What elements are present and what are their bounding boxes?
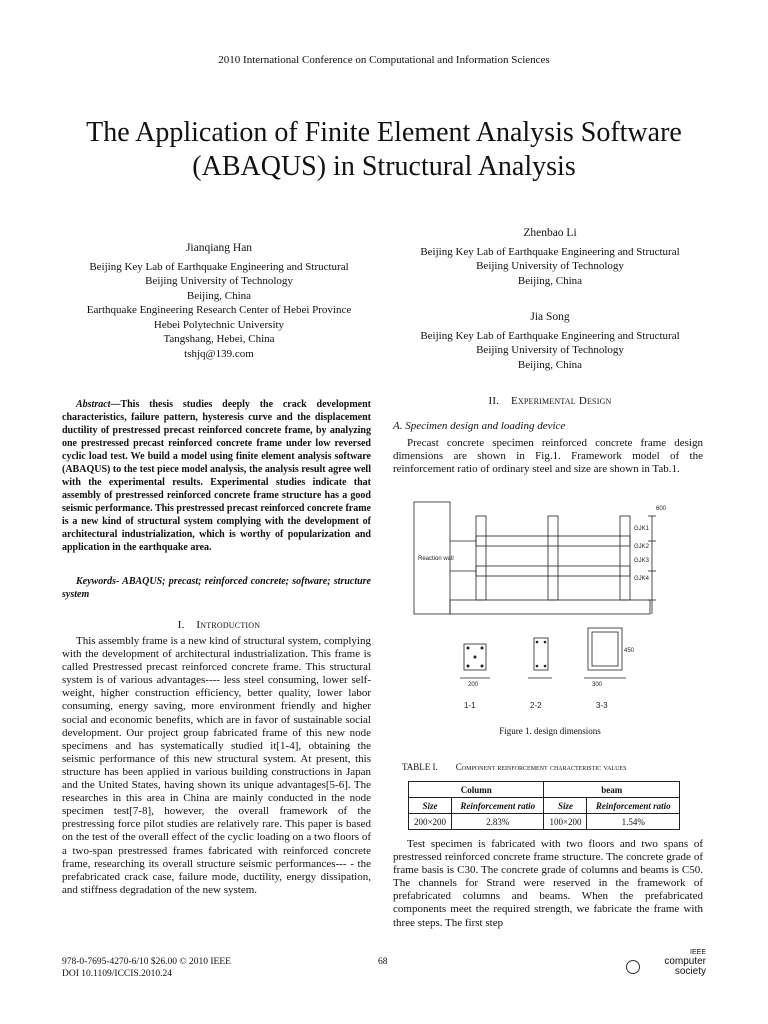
figure-1-caption: Figure 1. design dimensions xyxy=(499,726,601,736)
ieee-computer-society-logo xyxy=(626,948,706,984)
author-block-3 xyxy=(393,310,707,372)
affiliation-line: Beijing Key Lab of Earthquake Engineering and Structural xyxy=(420,329,680,342)
table-header-cell: Size xyxy=(544,798,587,814)
logo-text-line: computer xyxy=(664,956,706,967)
abstract-dash: — xyxy=(110,399,121,410)
table-cell: 1.54% xyxy=(587,814,680,830)
globe-icon xyxy=(626,960,640,974)
affiliation-line: Beijing University of Technology xyxy=(145,275,293,287)
abstract-text: This thesis studies deeply the crack development characteristics, failure pattern, hysteresis curve and the displacement ductility of prestressed precast reinforced concrete frame, by analyzing one prestressed precast reinforced concrete frame under low reversed cyclic load test. We build a model using finite element analysis software (ABAQUS) to the test piece model analysis, the analysis result agree well with the experimental results. Experimental studies indicate that assembly of prestressed reinforced concrete frame structure has a good seismic performance. This prestressed precast reinforced concrete frame is a new kind of structural system complying with the development of architectural industrialization, which is worthy of popularization and application in the earthquake area. xyxy=(62,399,371,553)
reaction-wall-label: Reaction wall xyxy=(418,556,454,562)
experimental-paragraph-1: Precast concrete specimen reinforced concrete frame design dimensions are shown in Fig.1. Framework model of the reinforcement ratio of ordinary steel and size are shown in Tab.1. xyxy=(393,437,703,476)
logo-text-line: IEEE xyxy=(690,949,706,956)
gjk-label: GJK2 xyxy=(634,544,650,550)
abstract-label: Abstract xyxy=(76,399,111,410)
conference-header: 2010 International Conference on Computational and Information Sciences xyxy=(218,54,550,66)
page-number: 68 xyxy=(378,957,388,967)
section-label: 1-1 xyxy=(464,701,476,710)
affiliation-line: Beijing University of Technology xyxy=(476,260,624,272)
table-group-header: Column xyxy=(409,782,544,798)
experimental-paragraph-2: Test specimen is fabricated with two floors and two spans of prestressed reinforced concrete frame structure. The concrete grade of frame basis is C30. The concrete grade of columns and beams is C50. The channels for Strand were reserved in the framework of prefabricated columns and beams. When the prefabricated components meet the required strength, we fabricate the frame with three steps. The first step xyxy=(393,838,703,929)
dimension-label: 200 xyxy=(468,682,479,688)
section-label: 2-2 xyxy=(530,701,542,710)
paper-title xyxy=(60,116,708,184)
introduction-paragraph: This assembly frame is a new kind of structural system, complying with the development of architectural industrialization. This frame is called Prestressed precast reinforced concrete frame. This structural system is of various advantages---- less steel consuming, lower self-weight, higher construction efficiency, better quality, lower labor consuming, energy saving, more environment friendly and higher social and economic benefits, which are in favor of sustainable social development. Our project group fabricated frame of this new node specimens and has systematically studied it[1-4], obtaining the seismic performance of this new structural system. At present, this structure has been applied in various building constructions in Japan and the United States, having shown its unique advantages[5-6]. The researches in this area in China are mainly conducted in the node specimen test[7-8], however, the overall framework of the prestressing force pilot studies are relatively rare. This paper is based on the test of the overall effect of the cyclic loading on a two floors of a two-span prestressed frames fabricated with reinforced concrete frame, researching its overall structure seismic performances--- - the prefabricated crack case, failure mode, ductility, energy dissipation, and stiffness degradation of the new system. xyxy=(62,635,371,896)
footer-copyright: 978-0-7695-4270-6/10 $26.00 © 2010 IEEE xyxy=(62,957,231,967)
author-name: Jianqiang Han xyxy=(185,242,253,254)
affiliation-line: Beijing, China xyxy=(517,274,583,287)
design-dimensions-drawing xyxy=(412,500,667,716)
affiliation-line: Beijing, China xyxy=(186,289,252,302)
footer-left xyxy=(62,956,231,980)
frame-column xyxy=(476,516,486,600)
logo-text-line: society xyxy=(674,966,706,977)
table-header-cell: Size xyxy=(409,798,452,814)
table-label: TABLE I. xyxy=(402,762,438,772)
table-cell: 2.83% xyxy=(452,814,544,830)
gjk-label: GJK3 xyxy=(634,558,650,564)
table-cell: 200×200 xyxy=(409,814,452,830)
figure-1 xyxy=(412,500,667,716)
frame-column xyxy=(548,516,558,600)
affiliation-line: Tangshang, Hebei, China xyxy=(163,333,275,345)
subsection-heading: A. Specimen design and loading device xyxy=(393,420,566,432)
author-name: Zhenbao Li xyxy=(523,227,577,239)
section-title: Experimental Design xyxy=(510,395,612,407)
affiliation-line: Beijing, China xyxy=(517,358,583,371)
frame-beam xyxy=(476,566,630,576)
reinforcement-table xyxy=(408,781,680,830)
dimension-label: 600 xyxy=(656,506,667,512)
table-cell: 100×200 xyxy=(544,814,587,830)
table-row xyxy=(409,814,680,830)
affiliation-line: Earthquake Engineering Research Center of Hebei Province xyxy=(86,304,352,316)
section-heading-introduction xyxy=(62,619,376,631)
table-header-cell: Reinforcement ratio xyxy=(452,798,544,814)
section-heading-experimental-design xyxy=(393,395,707,407)
affiliation-line: Beijing University of Technology xyxy=(476,344,624,356)
affiliation-line: Hebei Polytechnic University xyxy=(153,318,285,331)
footer-doi[interactable]: DOI 10.1109/ICCIS.2010.24 xyxy=(62,969,172,979)
affiliation-line: Beijing Key Lab of Earthquake Engineering and Structural xyxy=(420,245,680,258)
author-block-1 xyxy=(62,241,376,361)
table-1-caption xyxy=(402,762,702,772)
author-name: Jia Song xyxy=(530,311,570,323)
abstract xyxy=(62,398,371,554)
affiliation-line: Beijing Key Lab of Earthquake Engineering and Structural xyxy=(89,260,349,273)
dimension-label: 450 xyxy=(624,648,635,654)
table-header-cell: Reinforcement ratio xyxy=(587,798,680,814)
gjk-label: GJK4 xyxy=(634,576,650,582)
frame-column xyxy=(620,516,630,600)
table-title: Component reinforcement characteristic values xyxy=(455,762,627,772)
gjk-label: GJK1 xyxy=(634,526,650,532)
frame-beam xyxy=(476,536,630,546)
table-group-header: beam xyxy=(544,782,680,798)
author-block-2 xyxy=(393,226,707,288)
section-title: Introduction xyxy=(196,619,261,631)
dimension-label: 300 xyxy=(592,682,603,688)
title-line-2: (ABAQUS) in Structural Analysis xyxy=(192,151,576,182)
section-number: II. xyxy=(488,395,500,407)
title-line-1: The Application of Finite Element Analysis Software xyxy=(86,117,682,148)
section-3-3-outline xyxy=(588,628,622,670)
section-label: 3-3 xyxy=(596,701,608,710)
frame-base xyxy=(450,600,650,614)
section-number: I. xyxy=(177,619,185,631)
author-email[interactable]: tshjq@139.com xyxy=(184,347,254,360)
keywords: Keywords- ABAQUS; precast; reinforced concrete; software; structure system xyxy=(62,576,371,600)
